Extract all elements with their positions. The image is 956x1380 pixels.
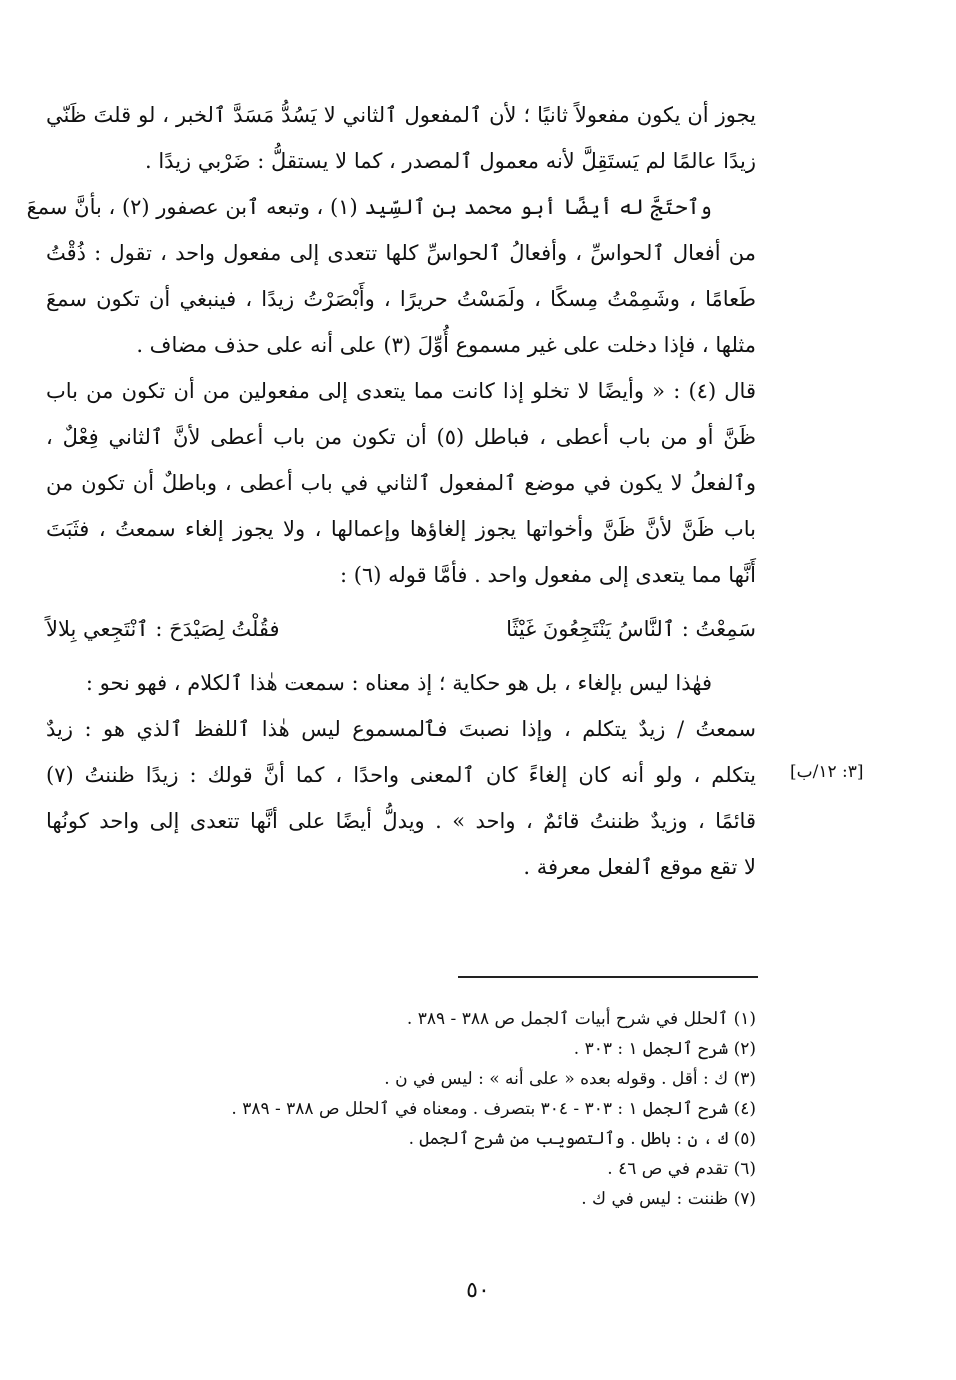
verse-second-half: فقُلْتُ لِصَيْدَحَ : ٱنْتَجِعي بِلالاً: [46, 617, 280, 641]
main-text: [26, 92, 756, 890]
text-line: من أفعال ٱلحواسِّ ، وأفعالُ ٱلحواسِّ كلها تتعدى إلى مفعول واحد ، تقول : ذُقْتُ: [46, 241, 756, 265]
footnote: (٤) شرح ٱلجمل ١ : ٣٠٣ - ٣٠٤ بتصرف . ومعناه في ٱلحلل ص ٣٨٨ - ٣٨٩ .: [231, 1099, 756, 1119]
text-line: فهٰذا ليس بإلغاء ، بل هو حكاية ؛ إذ معناه : سمعت هٰذا ٱلكلام ، فهو نحو :: [85, 671, 712, 695]
text-line: يجوز أن يكون مفعولاً ثانيًا ؛ لأن ٱلمفعول ٱلثاني لا يَسُدُّ مَسَدَّ ٱلخبر ، لو قلتَ ظَنّي: [46, 103, 756, 127]
text-line: طَعامًا ، وشَمِمْتُ مِسكًا ، ولَمَسْتُ حريرًا ، وأَبْصَرْتُ زيدًا ، فينبغي أن تكون سمعَ: [46, 287, 756, 311]
footnote: (٦) تقدم في ص ٤٦ .: [607, 1159, 756, 1179]
footnote-separator: [458, 976, 758, 978]
footnotes: [36, 1004, 756, 1214]
text-line: زيدًا عالمًا لم يَستَقِلَّ لأنه معمول ٱلمصدر ، كما لا يستقلُّ : ضَرْبي زيدًا .: [145, 149, 756, 173]
text-line: باب ظَنَّ لأنَّ ظَنَّ وأخواتها يجوز إلغاؤها وإعمالها ، ولا يجوز إلغاء سمعتُ ، فثَبَتَ: [46, 517, 756, 541]
text-line: سمعتُ / زيدٌ يتكلم ، وإذا نصبتَ فٱلمسموع ليس هٰذا ٱللفظ ٱلذي هو : زيدٌ: [46, 717, 756, 741]
text-line: مثلها ، فإذا دخلت على غير مسموع أُوِّلَ (٣) على أنه على حذف مضاف .: [136, 333, 756, 357]
text-line: يتكلم ، ولو أنه كان إلغاءً كان ٱلمعنى واحدًا ، كما أنَّ قولك : زيدًا ظننتُ (٧): [46, 763, 756, 787]
footnote: (١) ٱلحلل في شرح أبيات ٱلجمل ص ٣٨٨ - ٣٨٩ .: [406, 1009, 756, 1029]
text-line: لا تقع موقع ٱلفعل معرفة .: [523, 855, 756, 879]
page-number: ٥٠: [466, 1278, 490, 1303]
text-line: ظَنَّ أو من باب أعطى ، فباطل (٥) أن تكون من باب أعطى لأنَّ ٱلثاني فِعْلٌ ،: [46, 425, 756, 449]
text-line: أَنَّها مما يتعدى إلى مفعول واحد . فأمَّا قوله (٦) :: [340, 563, 756, 587]
text-line: وٱلفعلُ لا يكون في موضع ٱلمفعول ٱلثاني في باب أعطى ، وباطلٌ أن تكون من: [46, 471, 756, 495]
manuscript-folio-reference: [٣: ١٢/ب]: [790, 762, 864, 782]
text-line: قال (٤) : « وأيضًا لا تخلو إذا كانت مما يتعدى إلى مفعولين من أن تكون من باب: [46, 379, 756, 403]
poetry-verse: [46, 598, 756, 660]
footnote: (٢) شرح ٱلجمل ١ : ٣٠٣ .: [573, 1039, 756, 1059]
text-line: قائمًا ، وزيدٌ ظننتُ قائمٌ ، واحد » . ويدلُّ أيضًا على أنَّها تتعدى إلى واحد كونُها: [46, 809, 756, 833]
verse-first-half: سَمِعْتُ : ٱلنَّاسُ يَنْتَجِعُونَ غَيْثًا: [506, 617, 756, 641]
footnote: (٧) ظننت : ليس في ك .: [581, 1189, 756, 1209]
footnote: (٥) ك ، ن : باطل . وٱلتصويب من شرح ٱلجمل .: [408, 1129, 756, 1149]
text-line: وٱحتَجَّ له أيضًا أبو محمد بن ٱلسِّيد (١) ، وتبعه ٱبن عصفور (٢) ، بأنَّ سمعَ: [26, 195, 712, 219]
footnote: (٣) ك : أقل . وقوله بعده « على أنه » : ليس في ن .: [384, 1069, 756, 1089]
